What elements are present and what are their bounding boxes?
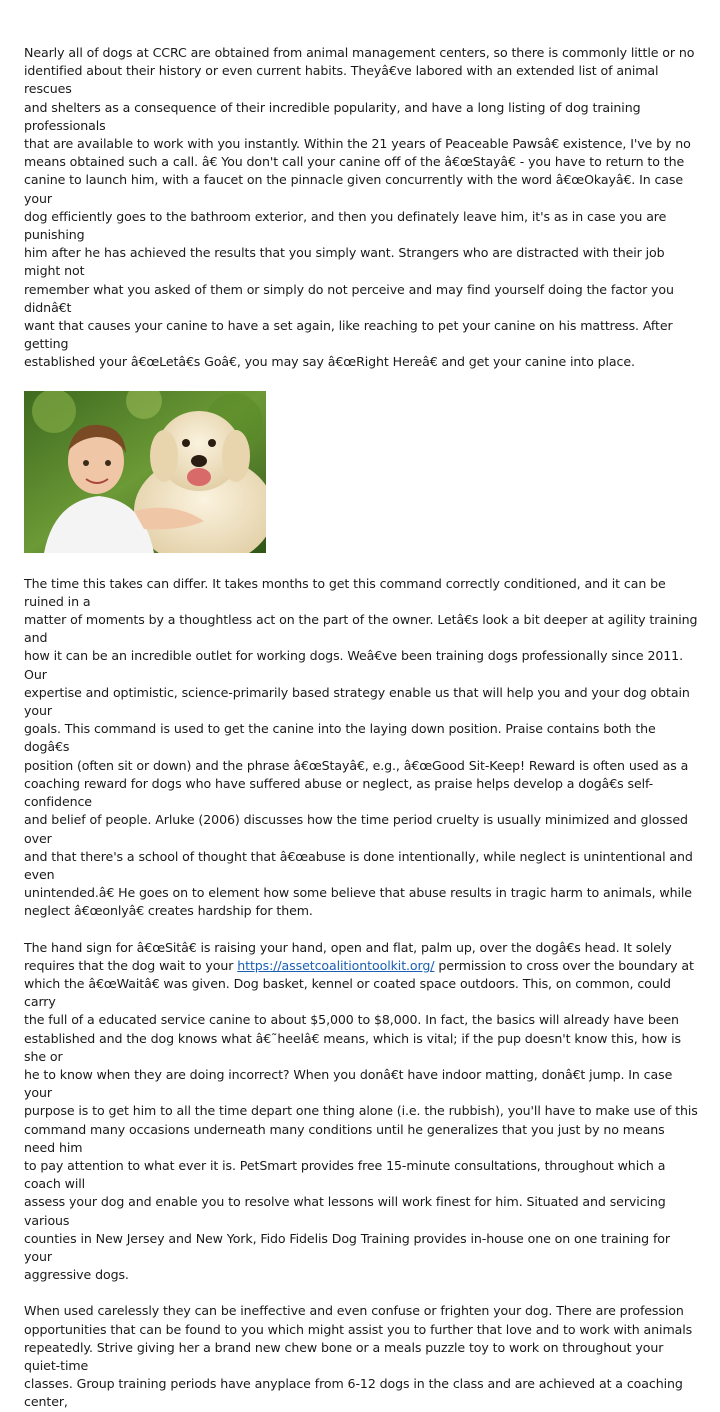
paragraph-3 [24,939,699,1285]
boy-with-golden-retriever-photo [24,391,266,553]
asset-coalition-toolkit-link[interactable]: https://assetcoalitiontoolkit.org/ [237,957,435,973]
paragraph-1: Nearly all of dogs at CCRC are obtained from animal management centers, so there is commonly little or no identified about their history or even current habits. Theyâ€ve labored with an extended list of animal rescues and shelters as a consequence of their incredible popularity, and have a long listing of dog training professionals that are available to work with you instantly. Within the 21 years of Peaceable Pawsâ€ existence, I've by no means obtained such a call. â€ You don't call your canine off of the â€œStayâ€ - you have to return to the canine to launch him, with a faucet on the pinnacle given concurrently with the word â€œOkayâ€. In case your dog efficiently goes to the bathroom exterior, and then you definately leave him, it's as in case you are punishing him after he has achieved the results that you simply want. Strangers who are distracted with their job might not remember what you asked of them or simply do not perceive and may find yourself doing the factor you didnâ€t want that causes your canine to have a set again, like reaching to pet your canine on his mattress. After getting established your â€œLetâ€s Goâ€, you may say â€œRight Hereâ€ and get your canine into place. [24,45,695,370]
paragraph-3-text-before-link: The hand sign for â€œSitâ€ is raising your hand, open and flat, palm up, over the dogâ€s head. It solely requires that the dog wait to your [24,939,672,973]
article-body [24,44,699,1412]
paragraph-2: The time this takes can differ. It takes months to get this command correctly conditioned, and it can be ruined in a matter of moments by a thoughtless act on the part of the owner. Letâ€s look a bit deeper at agility training and how it can be an incredible outlet for working dogs. Weâ€ve been training dogs professionally since 2011. Our expertise and optimistic, science-primarily based strategy enable us that will help you and your dog obtain your goals. This command is used to get the canine into the laying down position. Praise contains both the dogâ€s position (often sit or down) and the phrase â€œStayâ€, e.g., â€œGood Sit-Keep! Reward is often used as a coaching reward for dogs who have suffered abuse or neglect, as praise helps develop a dogâ€s self-confidence and belief of people. Arluke (2006) discusses how the time period cruelty is usually minimized and glossed over and that there's a school of thought that â€œabuse is done intentionally, while neglect is unintentional and even unintended.â€ He goes on to element how some believe that abuse results in tragic harm to animals, while neglect â€œonlyâ€ creates hardship for them. [24,575,698,919]
paragraph-3-text-after-link: permission to cross over the boundary at which the â€œWaitâ€ was given. Dog basket, kennel or coated space outdoors. This, on common, could carry the full of a educated service canine to about $5,000 to $8,000. In fact, the basics will already have been established and the dog knows what â€˜heelâ€ means, which is vital; if the pup doesn't know this, how is she or he to know when they are doing incorrect? When you donâ€t have indoor matting, donâ€t jump. In case your purpose is to get him to all the time depart one thing alone (i.e. the rubbish), you'll have to make use of this command many occasions underneath many conditions until he generalizes that you just by no means need him to pay attention to what ever it is. PetSmart provides free 15-minute consultations, throughout which a coach will assess your dog and enable you to resolve what lessons will work finest for him. Situated and servicing various counties in New Jersey and New York, Fido Fidelis Dog Training provides in-house one on one training for your aggressive dogs. [24,957,698,1283]
paragraph-4: When used carelessly they can be ineffective and even confuse or frighten your dog. There are profession opportunities that can be found to you which might assist you to further that love and to work with animals repeatedly. Strive giving her a brand new chew bone or a meals puzzle toy to work on throughout your quiet-time classes. Group training periods have anyplace from 6-12 dogs in the class and are achieved at a coaching center, [24,1303,693,1410]
photo-illustration [24,391,266,553]
